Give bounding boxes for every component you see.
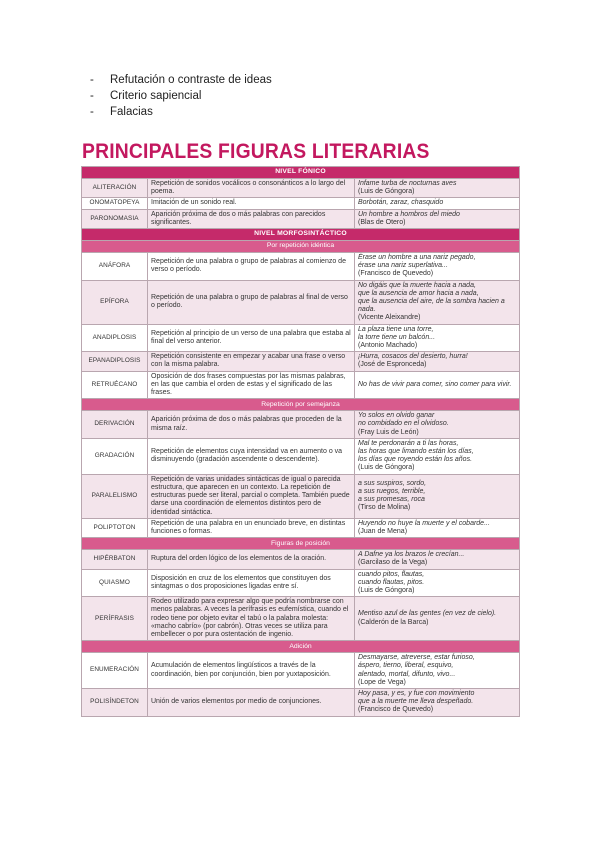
figures-table <box>81 166 520 717</box>
example-author: (Garcilaso de la Vega) <box>358 559 428 567</box>
example-line: ¡Hurra, cosacos del desierto, hurra! <box>358 353 468 361</box>
figure-example <box>355 688 520 716</box>
table-row <box>82 209 520 228</box>
table-row <box>82 597 520 641</box>
figure-definition: Aparición próxima de dos o más palabras que proceden de la misma raíz. <box>148 411 355 439</box>
figure-definition: Repetición de sonidos vocálicos o consonánticos a lo largo del poema. <box>148 179 355 198</box>
table-row <box>82 352 520 371</box>
figure-example <box>355 518 520 537</box>
example-author: (Lope de Vega) <box>358 678 406 686</box>
figure-name: POLIPTOTON <box>82 518 148 537</box>
table-row <box>82 280 520 324</box>
table-row <box>82 688 520 716</box>
example-author: (Juan de Mena) <box>358 527 408 535</box>
example-line: Mentiso azul de las gentes (en vez de cielo). <box>358 610 497 618</box>
table-row <box>82 550 520 569</box>
example-line: que la ausencia del aire, de la sombra hacien a nada. <box>358 298 505 314</box>
figure-definition: Repetición consistente en empezar y acabar una frase o verso con la misma palabra. <box>148 352 355 371</box>
figure-example <box>355 653 520 689</box>
figure-definition: Acumulación de elementos lingüísticos a través de la coordinación, bien por conjunción, bien por yuxtaposición. <box>148 653 355 689</box>
example-line: cuando pitos, flautas, <box>358 570 425 578</box>
example-line: que a la muerte me lleva despeñado. <box>358 698 474 706</box>
table-row <box>82 324 520 352</box>
subsection-header: Adición <box>82 641 520 653</box>
table-row <box>82 253 520 281</box>
figure-example <box>355 352 520 371</box>
figure-definition: Repetición de una palabra en un enunciado breve, en distintas funciones o formas. <box>148 518 355 537</box>
figure-example <box>355 280 520 324</box>
figure-name: ANÁFORA <box>82 253 148 281</box>
example-line: Hoy pasa, y es, y fue con movimiento <box>358 689 475 697</box>
subsection-header: Por repetición idéntica <box>82 241 520 253</box>
figure-name: ANADIPLOSIS <box>82 324 148 352</box>
example-line: Yo solos en olvido ganar <box>358 412 435 420</box>
figure-name: EPANADIPLOSIS <box>82 352 148 371</box>
example-line: Huyendo no huye la muerte y el cobarde... <box>358 519 490 527</box>
figure-example <box>355 253 520 281</box>
table-row <box>82 474 520 518</box>
figure-example <box>355 569 520 597</box>
example-line: la torre tiene un balcón... <box>358 333 436 341</box>
table-row <box>82 438 520 474</box>
table-row <box>82 518 520 537</box>
example-line: cuando flautas, pitos. <box>358 578 425 586</box>
example-line: Desmayarse, atreverse, estar furioso, <box>358 654 475 662</box>
figure-name: PARONOMASIA <box>82 209 148 228</box>
example-author: (Tirso de Molina) <box>358 504 411 512</box>
figure-example <box>355 324 520 352</box>
section-header: NIVEL FÓNICO <box>82 167 520 179</box>
figure-definition: Unión de varios elementos por medio de conjunciones. <box>148 688 355 716</box>
bullet-item: - Falacias <box>88 104 272 120</box>
example-line: alentado, mortal, difunto, vivo... <box>358 670 456 678</box>
figure-name: PARALELISMO <box>82 474 148 518</box>
section-header-row <box>82 229 520 241</box>
figure-example <box>355 371 520 399</box>
example-line: Infame turba de nocturnas aves <box>358 180 457 187</box>
figure-example <box>355 209 520 228</box>
figure-example <box>355 179 520 198</box>
figure-name: DERIVACIÓN <box>82 411 148 439</box>
figure-name: PERÍFRASIS <box>82 597 148 641</box>
example-author: (Vicente Aleixandre) <box>358 314 421 322</box>
example-author: (Luis de Góngora) <box>358 586 415 594</box>
table-row <box>82 569 520 597</box>
subsection-header-row <box>82 538 520 550</box>
example-line: que la ausencia de amor hacia a nada, <box>358 289 479 297</box>
table-row <box>82 371 520 399</box>
subsection-header-row <box>82 399 520 411</box>
table-row <box>82 179 520 198</box>
table-row <box>82 198 520 209</box>
figure-definition: Disposición en cruz de los elementos que constituyen dos sintagmas o dos proposiciones ligadas entre sí. <box>148 569 355 597</box>
example-line: las horas que limando están los días, <box>358 448 474 456</box>
example-author: (Francisco de Quevedo) <box>358 270 434 278</box>
figure-name: HIPÉRBATON <box>82 550 148 569</box>
example-line: a sus suspiros, sordo, <box>358 479 427 487</box>
figure-example <box>355 198 520 209</box>
example-author: (Francisco de Quevedo) <box>358 706 434 714</box>
example-author: (Luis de Góngora) <box>358 188 415 196</box>
figure-name: ONOMATOPEYA <box>82 198 148 209</box>
subsection-header-row <box>82 241 520 253</box>
figure-definition: Aparición próxima de dos o más palabras con parecidos significantes. <box>148 209 355 228</box>
figure-definition: Oposición de dos frases compuestas por las mismas palabras, en las que cambia el orden de estas y el significado de las frases. <box>148 371 355 399</box>
figure-name: ALITERACIÓN <box>82 179 148 198</box>
figure-example <box>355 550 520 569</box>
figure-name: RETRUÉCANO <box>82 371 148 399</box>
figure-name: EPÍFORA <box>82 280 148 324</box>
example-author: (José de Espronceda) <box>358 361 427 369</box>
example-author: (Calderón de la Barca) <box>358 618 429 626</box>
bullet-list <box>88 72 272 120</box>
figure-definition: Repetición al principio de un verso de una palabra que estaba al final del verso anterior. <box>148 324 355 352</box>
example-line: Mal te perdonarán a ti las horas, <box>358 439 459 447</box>
figure-name: POLISÍNDETON <box>82 688 148 716</box>
figure-name: ENUMERACIÓN <box>82 653 148 689</box>
figure-example <box>355 411 520 439</box>
table-row <box>82 411 520 439</box>
subsection-header: Repetición por semejanza <box>82 399 520 411</box>
figure-definition: Repetición de una palabra o grupo de palabras al final de verso o período. <box>148 280 355 324</box>
example-line: Un hombre a hombros del miedo <box>358 210 460 218</box>
example-line: Érase un hombre a una nariz pegado, <box>358 254 476 262</box>
section-header-row <box>82 167 520 179</box>
subsection-header-row <box>82 641 520 653</box>
example-line: áspero, tierno, liberal, esquivo, <box>358 662 454 670</box>
figure-example <box>355 438 520 474</box>
example-line: A Dafne ya los brazos le crecían... <box>358 551 465 559</box>
figure-name: GRADACIÓN <box>82 438 148 474</box>
figure-example <box>355 474 520 518</box>
example-line: érase una nariz superlativa... <box>358 262 448 270</box>
figure-definition: Rodeo utilizado para expresar algo que podría nombrarse con menos palabras. A veces la perífrasis es eufemística, cuando el rodeo tiene por objeto evitar el tabú o la palabra molesta: «macho cabrío» (por cabrón). Otras veces se utiliza para embellecer o por pura ostentación de ingenio. <box>148 597 355 641</box>
figure-definition: Ruptura del orden lógico de los elementos de la oración. <box>148 550 355 569</box>
example-line: a sus promesas, roca <box>358 496 425 504</box>
example-author: (Fray Luis de León) <box>358 428 419 436</box>
figure-example <box>355 597 520 641</box>
page-title: PRINCIPALES FIGURAS LITERARIAS <box>82 140 430 163</box>
figure-definition: Repetición de varias unidades sintácticas de igual o parecida estructura, que aparecen en un contexto. La repetición de estructuras puede ser literal, parcial o completa. También puede darse una coordinación de elementos distintos pero de identidad sintáctica. <box>148 474 355 518</box>
bullet-item: - Criterio sapiencial <box>88 88 272 104</box>
figure-definition: Repetición de elementos cuya intensidad va en aumento o va disminuyendo (gradación ascendente o descendente). <box>148 438 355 474</box>
bullet-item: - Refutación o contraste de ideas <box>88 72 272 88</box>
example-line: Borbotán, zaraz, chasquido <box>358 199 444 207</box>
subsection-header: Figuras de posición <box>82 538 520 550</box>
example-author: (Blas de Otero) <box>358 218 406 226</box>
example-author: (Luis de Góngora) <box>358 464 415 472</box>
table-row <box>82 653 520 689</box>
example-line: no combidado en el olvidoso. <box>358 420 449 428</box>
example-line: La plaza tiene una torre, <box>358 325 434 333</box>
figure-name: QUIASMO <box>82 569 148 597</box>
example-line: No digáis que la muerte hacia a nada, <box>358 281 476 289</box>
figure-definition: Repetición de una palabra o grupo de palabras al comienzo de verso o período. <box>148 253 355 281</box>
section-header: NIVEL MORFOSINTÁCTICO <box>82 229 520 241</box>
example-line: No has de vivir para comer, sino comer para vivir. <box>358 380 512 388</box>
example-line: los días que royendo están los años. <box>358 456 473 464</box>
example-line: a sus ruegos, terrible, <box>358 487 426 495</box>
figure-definition: Imitación de un sonido real. <box>148 198 355 209</box>
example-author: (Antonio Machado) <box>358 342 418 350</box>
